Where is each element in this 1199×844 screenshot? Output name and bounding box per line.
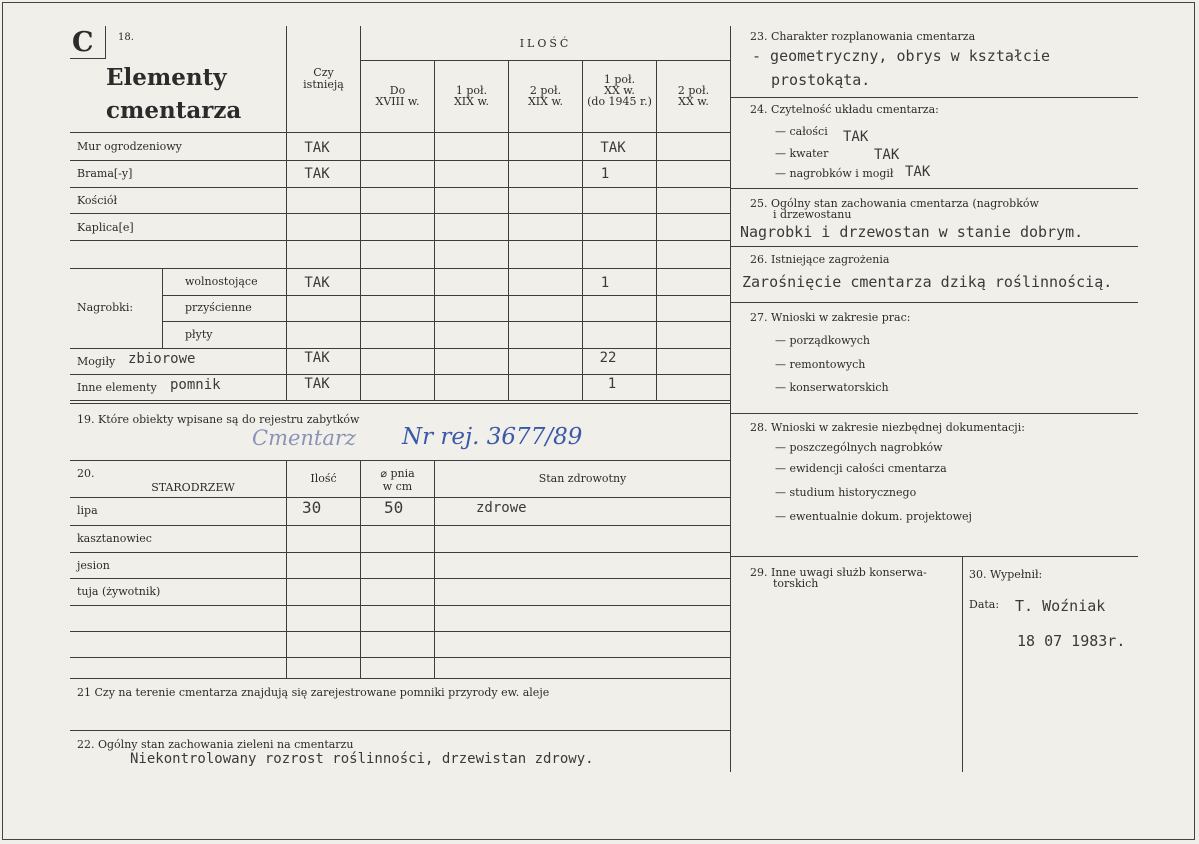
grid-line: [70, 268, 730, 269]
row-label-tombstones: Nagrobki:: [77, 301, 134, 314]
s24-item-value: TAK: [843, 129, 869, 145]
s20-col-trunk: ⌀ pnia: [380, 467, 415, 480]
grid-line: [286, 460, 287, 678]
graves-type-value: zbiorowe: [128, 351, 196, 367]
section-letter: C: [72, 27, 94, 58]
col-header-quantity: ILOŚĆ: [519, 37, 572, 50]
col-header-exists: Czy: [313, 66, 334, 79]
grid-line: [730, 302, 1138, 303]
s24-item-value: TAK: [905, 164, 931, 180]
grid-line: [70, 240, 730, 241]
period-header-1: Do: [389, 84, 406, 97]
s27-item: — konserwatorskich: [775, 381, 889, 394]
grid-line: [730, 188, 1138, 189]
grid-line: [730, 246, 1138, 247]
grid-line: [70, 678, 730, 679]
grid-line: [730, 413, 1138, 414]
s30-date-label: Data:: [969, 598, 1000, 611]
grid-line: [162, 321, 730, 322]
grid-line: [70, 213, 730, 214]
grid-line: [70, 730, 730, 731]
graves-exists-value: TAK: [304, 350, 330, 366]
s27-label: 27. Wnioski w zakresie prac:: [750, 311, 911, 324]
tree-name: jesion: [77, 559, 110, 572]
s26-value: Zarośnięcie cmentarza dziką roślinnością.: [742, 273, 1113, 291]
page-title: cmentarza: [106, 97, 242, 124]
main-divider: [730, 26, 731, 772]
grid-line: [70, 132, 730, 133]
period-header-3: 2 poł.: [529, 84, 562, 97]
grid-line: [434, 60, 435, 400]
grid-line: [434, 460, 435, 678]
s19-handwritten-cemetery: Cmentarz: [252, 426, 356, 450]
grid-line: [360, 60, 730, 61]
s28-item: — ewentualnie dokum. projektowej: [775, 510, 972, 523]
c-box-line: [70, 58, 106, 59]
s24-item-label: — nagrobków i mogił: [775, 167, 894, 180]
s24-item-label: — całości: [775, 125, 828, 138]
s30-date-value: 18 07 1983r.: [1017, 632, 1126, 650]
grid-line: [162, 295, 730, 296]
c-box-line: [105, 26, 106, 59]
s20-header: STARODRZEW: [151, 481, 235, 494]
grid-line: [70, 187, 730, 188]
period-header-3: XIX w.: [527, 95, 564, 108]
grid-line: [70, 460, 730, 461]
row-label-other: Inne elementy: [77, 381, 157, 394]
other-exists-value: TAK: [304, 376, 330, 392]
grid-line: [162, 268, 163, 348]
graves-period-value: 22: [599, 350, 617, 366]
row-label-chapel: Kaplica[e]: [77, 221, 134, 234]
period-header-2: 1 poł.: [455, 84, 488, 97]
grid-line: [730, 556, 1138, 557]
other-type-value: pomnik: [170, 377, 221, 393]
grid-line: [70, 657, 730, 658]
row-label-slabs: płyty: [185, 328, 213, 341]
row-label-wall-mounted: przyścienne: [185, 301, 252, 314]
period-header-1: XVIII w.: [375, 95, 420, 108]
s25-label: 25. Ogólny stan zachowania cmentarza (nagrobków: [750, 197, 1039, 210]
s20-number: 20.: [77, 467, 95, 480]
tree-name: kasztanowiec: [77, 532, 152, 545]
grid-line: [70, 578, 730, 579]
period-header-5: XX w.: [678, 95, 709, 108]
period-header-4: XX w.: [604, 84, 635, 97]
grid-line: [70, 552, 730, 553]
row-label-wall: Mur ogrodzeniowy: [77, 140, 182, 153]
s24-item-label: — kwater: [775, 147, 829, 160]
s28-label: 28. Wnioski w zakresie niezbędnej dokumentacji:: [750, 421, 1025, 434]
grid-line: [70, 631, 730, 632]
freestanding-exists-value: TAK: [304, 275, 330, 291]
period-header-5: 2 poł.: [677, 84, 710, 97]
tree-name: tuja (żywotnik): [77, 585, 161, 598]
other-period-value: 1: [607, 376, 617, 392]
tree-trunk: 50: [384, 498, 404, 517]
row-label-freestanding: wolnostojące: [185, 275, 258, 288]
row-label-gate: Brama[-y]: [77, 167, 133, 180]
grid-line: [70, 403, 730, 404]
gate-period-value: 1: [600, 166, 610, 182]
s30-name-value: T. Woźniak: [1015, 597, 1106, 615]
gate-exists-value: TAK: [304, 166, 330, 182]
period-header-4: (do 1945 r.): [587, 95, 652, 108]
s23-value: prostokąta.: [771, 71, 871, 89]
s24-label: 24. Czytelność układu cmentarza:: [750, 103, 939, 116]
s20-col-health: Stan zdrowotny: [538, 472, 627, 485]
s20-col-trunk: w cm: [382, 480, 413, 493]
s28-item: — studium historycznego: [775, 486, 917, 499]
s23-label: 23. Charakter rozplanowania cmentarza: [750, 30, 976, 43]
grid-line: [70, 400, 730, 401]
s29-label: torskich: [773, 577, 819, 590]
s24-item-value: TAK: [874, 147, 900, 163]
grid-line: [70, 525, 730, 526]
wall-period-value: TAK: [600, 140, 626, 156]
s25-label: i drzewostanu: [773, 208, 852, 221]
s22-value: Niekontrolowany rozrost roślinności, drzewistan zdrowy.: [130, 751, 594, 767]
s25-value: Nagrobki i drzewostan w stanie dobrym.: [740, 223, 1084, 241]
s19-handwritten-register: Nr rej. 3677/89: [402, 424, 583, 450]
col-header-exists: istnieją: [303, 78, 344, 91]
row-label-church: Kościół: [77, 194, 118, 207]
tree-quantity: 30: [302, 498, 322, 517]
page-title: Elementy: [106, 64, 227, 91]
tree-name: lipa: [77, 504, 98, 517]
period-header-2: XIX w.: [453, 95, 490, 108]
row-label-graves: Mogiły: [77, 355, 116, 368]
grid-line: [70, 605, 730, 606]
s21-label: 21 Czy na terenie cmentarza znajdują się zarejestrowane pomniki przyrody ew. aleje: [77, 686, 550, 699]
grid-line: [730, 97, 1138, 98]
s27-item: — remontowych: [775, 358, 866, 371]
s29-label: 29. Inne uwagi służb konserwa-: [750, 566, 927, 579]
grid-line: [656, 60, 657, 400]
grid-line: [962, 556, 963, 772]
s20-col-quantity: Ilość: [310, 472, 337, 485]
freestanding-period-value: 1: [600, 275, 610, 291]
s27-item: — porządkowych: [775, 334, 870, 347]
s22-label: 22. Ogólny stan zachowania zieleni na cmentarzu: [77, 738, 354, 751]
s30-label: 30. Wypełnił:: [969, 568, 1043, 581]
s23-value: - geometryczny, obrys w kształcie: [752, 47, 1051, 65]
tree-health: zdrowe: [476, 500, 527, 516]
period-header-4: 1 poł.: [603, 73, 636, 86]
wall-exists-value: TAK: [304, 140, 330, 156]
s28-item: — ewidencji całości cmentarza: [775, 462, 947, 475]
s19-label: 19. Które obiekty wpisane są do rejestru zabytków: [77, 413, 360, 426]
grid-line: [70, 160, 730, 161]
grid-line: [508, 60, 509, 400]
s26-label: 26. Istniejące zagrożenia: [750, 253, 890, 266]
section-number: 18.: [118, 32, 134, 43]
s28-item: — poszczególnych nagrobków: [775, 441, 943, 454]
